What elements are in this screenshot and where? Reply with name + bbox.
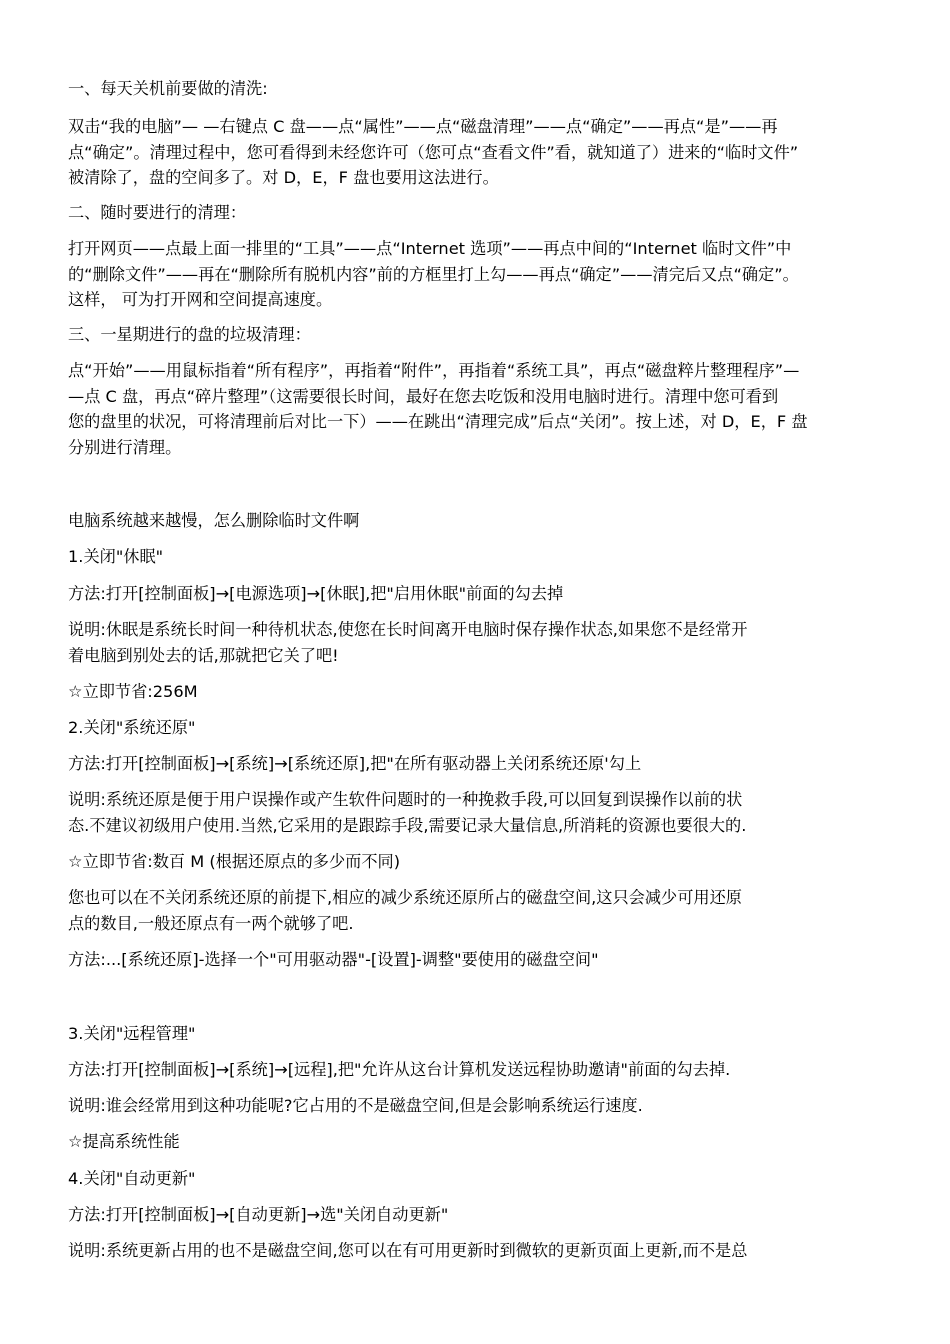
section1-body [68,114,886,191]
section3-heading: 三、一星期进行的盘的垃圾清理： [68,325,311,344]
item2-extra [68,885,886,936]
item2-method: 方法:打开[控制面板]→[系统]→[系统还原],把"在所有驱动器上关闭系统还原'勾上 [68,754,642,773]
section1-line: 被清除了，盘的空间多了。对 D，E，F 盘也要用这法进行。 [68,168,499,187]
section1-line: 点“确定”。清理过程中，您可看得到未经您许可（您可点“查看文件”看，就知道了）进来的“临时文件” [68,142,799,162]
section1-line: 双击“我的电脑”— —右键点 C 盘——点“属性”——点“磁盘清理”——点“确定”——再点“是”——再 [68,117,778,136]
item2-desc-line: 说明:系统还原是便于用户误操作或产生软件问题时的一种挽救手段,可以回复到误操作以前的状 [68,790,743,809]
item2-desc-line: 态.不建议初级用户使用.当然,它采用的是跟踪手段,需要记录大量信息,所消耗的资源也要很大的. [68,815,747,835]
item4-method: 方法:打开[控制面板]→[自动更新]→选"关闭自动更新" [68,1205,449,1224]
item1-desc-line: 着电脑到别处去的话,那就把它关了吧! [68,645,339,665]
section2-line: 这样， 可为打开网和空间提高速度。 [68,290,333,309]
section3-body [68,358,886,460]
section1-heading: 一、每天关机前要做的清洗: [68,79,268,98]
section2-line: 的“删除文件”——再在“删除所有脱机内容”前的方框里打上勾——再点“确定”——清完后又点“确定”。 [68,264,799,284]
item1-method: 方法:打开[控制面板]→[电源选项]→[休眠],把"启用休眠"前面的勾去掉 [68,584,564,603]
section3-line: —点 C 盘，再点“碎片整理”（这需要很长时间，最好在您去吃饭和没用电脑时进行。清理中您可看到 [68,386,779,406]
item3-title: 3.关闭"远程管理" [68,1024,196,1043]
section2-body [68,236,886,313]
article-title: 电脑系统越来越慢，怎么删除临时文件啊 [68,511,360,530]
item2-description [68,787,886,838]
section3-line: 您的盘里的状况，可将清理前后对比一下）——在跳出“清理完成”后点“关闭”。按上述，对 D，E，F 盘 [68,412,808,431]
item1-title: 1.关闭"休眠" [68,547,164,566]
section3-line: 分别进行清理。 [68,437,182,457]
item4-title: 4.关闭"自动更新" [68,1169,196,1188]
item1-description [68,617,886,668]
item2-saving: ☆立即节省:数百 M (根据还原点的多少而不同) [68,852,401,871]
item2-method2: 方法:...[系统还原]-选择一个"可用驱动器"-[设置]-调整"要使用的磁盘空间" [68,950,599,969]
item1-desc-line: 说明:休眠是系统长时间一种待机状态,使您在长时间离开电脑时保存操作状态,如果您不是经常开 [68,620,748,639]
item3-saving: ☆提高系统性能 [68,1132,180,1151]
item3-method: 方法:打开[控制面板]→[系统]→[远程],把"允许从这台计算机发送远程协助邀请"前面的勾去掉. [68,1060,731,1079]
item1-saving: ☆立即节省:256M [68,682,198,701]
section2-line: 打开网页——点最上面一排里的“工具”——点“Internet 选项”——再点中间的“Internet 临时文件”中 [68,239,792,258]
item2-title: 2.关闭"系统还原" [68,718,196,737]
item3-description: 说明:谁会经常用到这种功能呢?它占用的不是磁盘空间,但是会影响系统运行速度. [68,1096,643,1115]
item4-description: 说明:系统更新占用的也不是磁盘空间,您可以在有可用更新时到微软的更新页面上更新,而不是总 [68,1241,748,1260]
section2-heading: 二、随时要进行的清理： [68,203,247,222]
section3-line: 点“开始”——用鼠标指着“所有程序”，再指着“附件”，再指着“系统工具”，再点“磁盘粹片整理程序”— [68,361,800,380]
item2-extra-line: 您也可以在不关闭系统还原的前提下,相应的减少系统还原所占的磁盘空间,这只会减少可用还原 [68,888,742,907]
item2-extra-line: 点的数目,一般还原点有一两个就够了吧. [68,913,354,933]
